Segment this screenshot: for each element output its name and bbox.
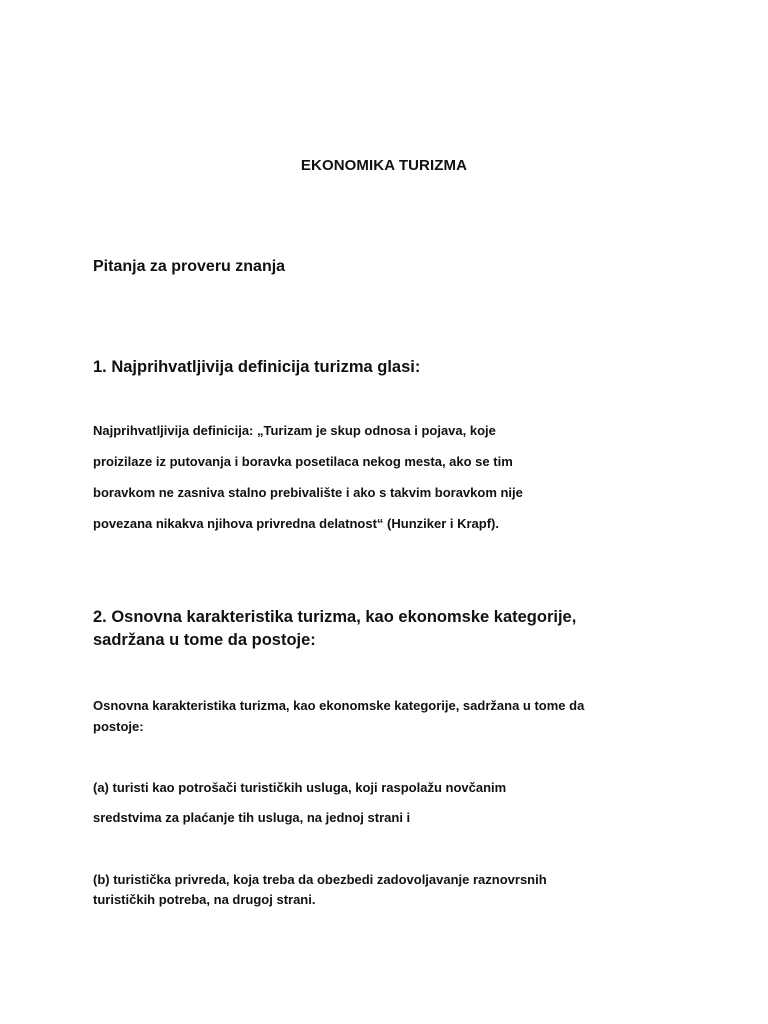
question-2-item-b-line-2: turističkih potreba, na drugoj strani.: [93, 892, 316, 907]
question-2-item-a-line-2: sredstvima za plaćanje tih usluga, na jednoj strani i: [93, 810, 411, 825]
question-2-intro-line-1: Osnovna karakteristika turizma, kao ekonomske kategorije, sadržana u tome da: [93, 698, 585, 713]
question-2-item-b-line-1: (b) turistička privreda, koja treba da obezbedi zadovoljavanje raznovrsnih: [93, 872, 547, 887]
question-2-heading-line-1: 2. Osnovna karakteristika turizma, kao ekonomske kategorije,: [93, 608, 577, 626]
question-2-item-a-line-1: (a) turisti kao potrošači turističkih usluga, koji raspolažu novčanim: [93, 780, 507, 795]
question-1-answer-line-2: proizilaze iz putovanja i boravka posetilaca nekog mesta, ako se tim: [93, 454, 513, 469]
question-1-answer-line-3: boravkom ne zasniva stalno prebivalište i ako s takvim boravkom nije: [93, 485, 523, 500]
document-title: EKONOMIKA TURIZMA: [300, 157, 468, 174]
question-1-heading: 1. Najprihvatljivija definicija turizma glasi:: [93, 358, 421, 376]
question-2-heading-line-2: sadržana u tome da postoje:: [93, 631, 316, 649]
question-1-answer-line-1: Najprihvatljivija definicija: „Turizam je skup odnosa i pojava, koje: [93, 423, 496, 438]
question-2-intro-line-2: postoje:: [93, 719, 144, 734]
document-subtitle: Pitanja za proveru znanja: [93, 258, 286, 275]
question-1-answer-line-4: povezana nikakva njihova privredna delatnost“ (Hunziker i Krapf).: [93, 516, 499, 531]
